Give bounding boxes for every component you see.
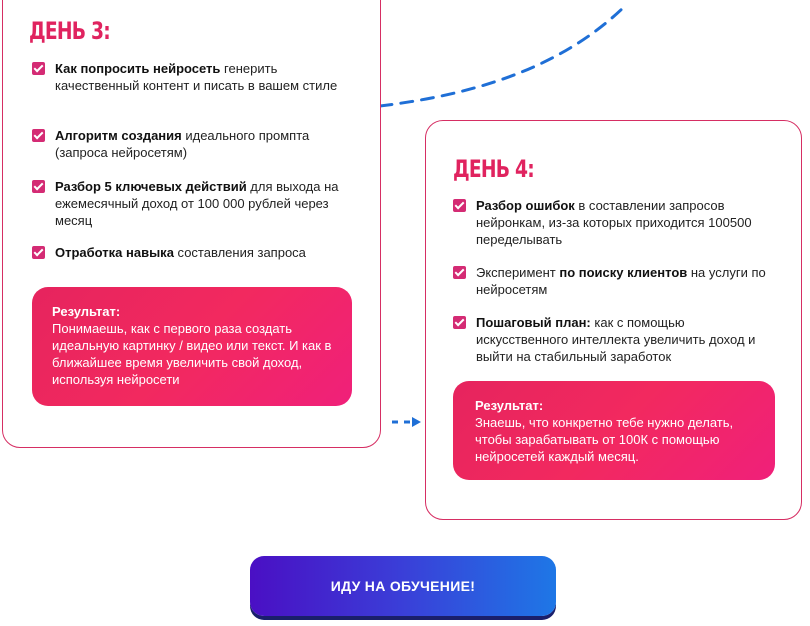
day3-item-2 <box>32 127 342 161</box>
checkbox-icon <box>32 180 45 193</box>
result-text: Понимаешь, как с первого раза создать идеальную картинку / видео или текст. И как в ближайшее время увеличить свой доход, используя нейросети <box>52 321 332 387</box>
day3-item-1 <box>32 60 342 94</box>
item-bold: Алгоритм создания <box>55 128 182 143</box>
item-text: для выхода на ежемесячный доход от 100 000 рублей через месяц <box>55 179 339 228</box>
checkbox-icon <box>32 129 45 142</box>
item-text: в составлении запросов нейронкам, из-за которых приходится 100500 переделывать <box>476 198 752 247</box>
day3-result-box <box>32 287 352 406</box>
item-text: как с помощью искусственного интеллекта увеличить доход и выйти на стабильный заработок <box>476 315 756 364</box>
item-bold: Пошаговый план: <box>476 315 591 330</box>
item-text: идеального промпта (запроса нейросетям) <box>55 128 310 160</box>
checkbox-icon <box>453 266 466 279</box>
result-label: Результат: <box>475 398 544 413</box>
item-bold: Разбор 5 ключевых действий <box>55 179 247 194</box>
day4-item-3 <box>453 314 778 365</box>
day4-card <box>425 120 802 520</box>
day4-item-2 <box>453 264 778 298</box>
item-text: составления запроса <box>173 245 306 260</box>
item-bold: Отработка навыка <box>55 245 174 260</box>
day4-title: ДЕНЬ 4: <box>453 155 534 183</box>
dashed-curve <box>380 5 626 106</box>
item-bold: Разбор ошибок <box>476 198 575 213</box>
item-bold: Как попросить нейросеть <box>55 61 221 76</box>
checkbox-icon <box>453 316 466 329</box>
checkbox-icon <box>453 199 466 212</box>
checkbox-icon <box>32 246 45 259</box>
item-text: генерить качественный контент и писать в вашем стиле <box>55 61 338 93</box>
enroll-button[interactable]: ИДУ НА ОБУЧЕНИЕ! <box>250 556 556 616</box>
item-text: на услуги по нейросетям <box>476 265 766 297</box>
day3-title: ДЕНЬ 3: <box>29 17 110 45</box>
item-text-pre: Эксперимент <box>476 265 560 280</box>
day3-item-4 <box>32 244 352 261</box>
result-text: Знаешь, что конкретно тебе нужно делать, чтобы зарабатывать от 100К с помощью нейросетей каждый месяц. <box>475 415 734 464</box>
day3-card <box>2 0 381 448</box>
result-label: Результат: <box>52 304 121 319</box>
day4-result-box <box>453 381 775 480</box>
day4-item-1 <box>453 197 778 248</box>
arrow-head-icon <box>412 417 421 427</box>
item-bold: по поиску клиентов <box>559 265 688 280</box>
day3-item-3 <box>32 178 342 229</box>
checkbox-icon <box>32 62 45 75</box>
